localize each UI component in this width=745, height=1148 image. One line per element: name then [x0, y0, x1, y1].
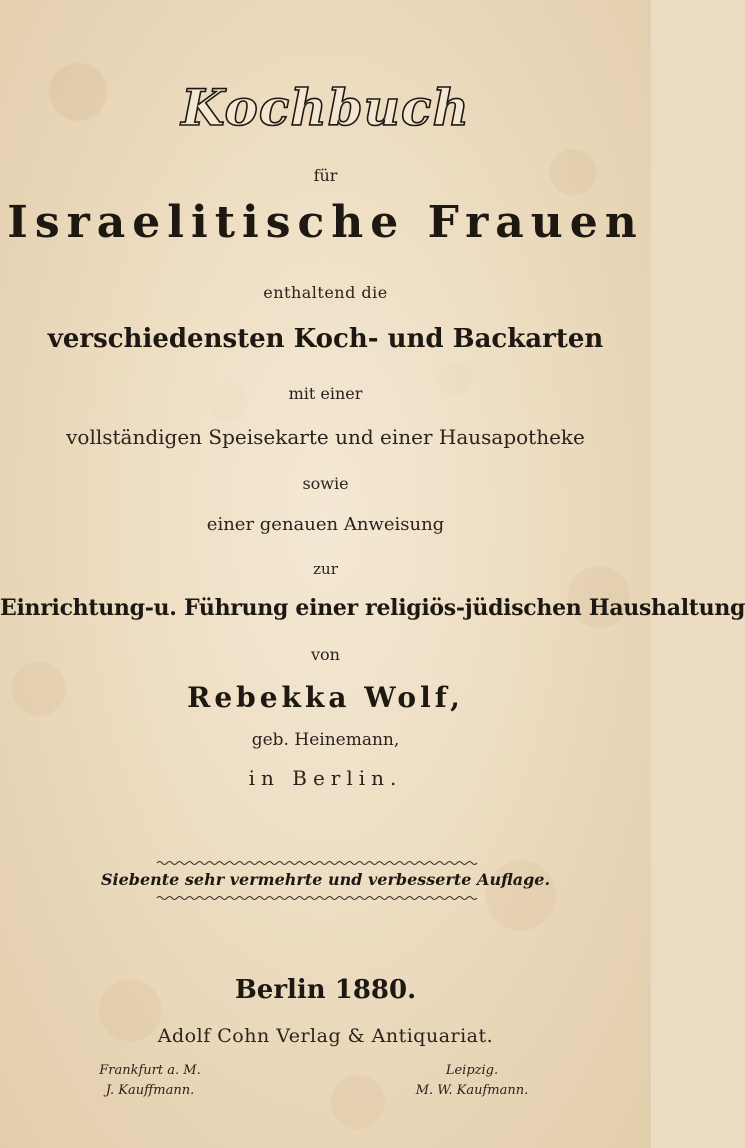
book-subtitle: Israelitische Frauen: [7, 197, 644, 248]
cooking-types-line: verschiedensten Koch- und Backarten: [47, 324, 604, 354]
imprint-right-city: Leipzig.: [445, 1063, 499, 1078]
as-well-line: sowie: [302, 474, 349, 493]
imprint-leipzig: [412, 1061, 532, 1101]
place-and-year: Berlin 1880.: [234, 975, 417, 1005]
author-city: in Berlin.: [248, 766, 403, 790]
imprint-left-city: Frankfurt a. M.: [99, 1063, 201, 1078]
author-name: Rebekka Wolf,: [187, 681, 464, 714]
instruction-line: einer genauen Anweisung: [206, 514, 445, 535]
wavy-rule-top: [157, 860, 477, 866]
author-maiden-name: geb. Heinemann,: [251, 730, 400, 750]
by-line: von: [311, 645, 340, 664]
imprint-left-name: J. Kauffmann.: [105, 1083, 195, 1098]
edition-statement: Siebente sehr vermehrte und verbesserte Auflage.: [100, 870, 551, 889]
to-line: zur: [313, 560, 338, 578]
menu-pharmacy-line: vollständigen Speisekarte und einer Hausapotheke: [66, 425, 585, 449]
book-title: Kochbuch: [181, 78, 470, 137]
imprint-frankfurt: [90, 1061, 210, 1101]
imprint-right-name: M. W. Kaufmann.: [415, 1083, 529, 1098]
containing-line: enthaltend die: [263, 283, 388, 302]
with-line: mit einer: [288, 384, 363, 403]
household-line: Einrichtung-u. Führung einer religiös-jüdischen Haushaltung: [0, 595, 745, 621]
for-word: für: [313, 166, 338, 185]
publisher-name: Adolf Cohn Verlag & Antiquariat.: [157, 1025, 494, 1047]
wavy-rule-bottom: [157, 895, 477, 901]
